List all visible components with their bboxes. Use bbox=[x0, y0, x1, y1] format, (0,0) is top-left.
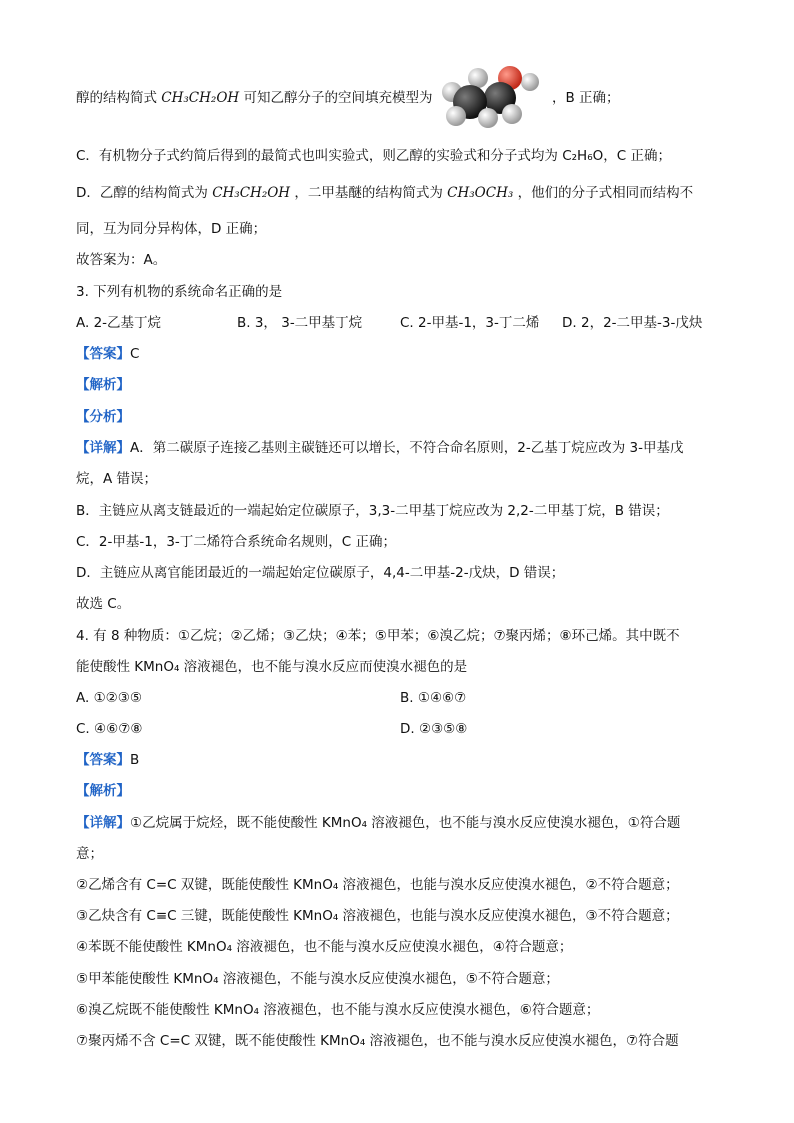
text: 同，互为同分异构体，D 正确； bbox=[76, 221, 267, 237]
question-stem: 4. 有 8 种物质：①乙烷；②乙烯；③乙炔；④苯；⑤甲苯；⑥溴乙烷；⑦聚丙烯；⑧环己烯。其中既不 bbox=[76, 628, 680, 644]
text: D．乙醇的结构简式为 bbox=[76, 185, 208, 201]
text: 可知乙醇分子的空间填充模型为 bbox=[243, 90, 433, 106]
text: ，B 正确； bbox=[552, 90, 620, 106]
text: ②乙烯含有 C=C 双键，既能使酸性 KMnO₄ 溶液褪色，也能与溴水反应使溴水褪色，②不符合题意； bbox=[76, 877, 679, 893]
text: 故答案为：A。 bbox=[76, 252, 167, 268]
ethanol-formula: CH₃CH₂OH bbox=[161, 90, 240, 106]
answer-label: 【答案】 bbox=[76, 752, 130, 768]
text: ⑤甲苯能使酸性 KMnO₄ 溶液褪色，不能与溴水反应使溴水褪色，⑤不符合题意； bbox=[76, 971, 559, 987]
option-a: A. ①②③⑤ bbox=[76, 690, 142, 706]
option-a: A. 2-乙基丁烷 bbox=[76, 315, 162, 331]
text: C．有机物分子式约简后得到的最简式也叫实验式，则乙醇的实验式和分子式均为 C₂H₆O，C 正确； bbox=[76, 148, 671, 164]
hydrogen-atom bbox=[521, 73, 539, 91]
hydrogen-atom bbox=[502, 104, 522, 124]
ethanol-formula: CH₃CH₂OH bbox=[212, 185, 291, 201]
text: 故选 C。 bbox=[76, 596, 131, 612]
hydrogen-atom bbox=[446, 106, 466, 126]
answer-line bbox=[76, 750, 139, 770]
option-c: C. 2-甲基-1，3-丁二烯 bbox=[400, 315, 540, 331]
text: ，他们的分子式相同而结构不 bbox=[517, 185, 694, 201]
option-d: D. 2，2-二甲基-3-戊炔 bbox=[562, 315, 703, 331]
hydrogen-atom bbox=[478, 108, 498, 128]
answer-value: C bbox=[130, 346, 140, 362]
option-c: C. ④⑥⑦⑧ bbox=[76, 721, 143, 737]
text: C．2-甲基-1，3-丁二烯符合系统命名规则，C 正确； bbox=[76, 534, 397, 550]
text: 意； bbox=[76, 846, 103, 862]
text: ，二甲基醚的结构简式为 bbox=[294, 185, 443, 201]
text: 醇的结构简式 bbox=[76, 90, 157, 106]
text: ⑦聚丙烯不含 C=C 双键，既不能使酸性 KMnO₄ 溶液褪色，也不能与溴水反应使溴水褪色，⑦符合题 bbox=[76, 1033, 679, 1049]
ethanol-space-filling-model bbox=[440, 64, 550, 130]
question-stem: 能使酸性 KMnO₄ 溶液褪色，也不能与溴水反应而使溴水褪色的是 bbox=[76, 659, 468, 675]
detail-label: 【详解】 bbox=[76, 440, 130, 456]
option-b: B. 3， 3-二甲基丁烷 bbox=[237, 315, 363, 331]
text: 烷，A 错误； bbox=[76, 471, 158, 487]
ether-formula: CH₃OCH₃ bbox=[447, 185, 514, 201]
text: A．第二碳原子连接乙基则主碳链还可以增长，不符合命名原则，2-乙基丁烷应改为 3-甲基戊 bbox=[130, 440, 684, 456]
option-b: B. ①④⑥⑦ bbox=[400, 690, 467, 706]
answer-label: 【答案】 bbox=[76, 346, 130, 362]
text: B．主链应从离支链最近的一端起始定位碳原子，3,3-二甲基丁烷应改为 2,2-二甲基丁烷，B 错误； bbox=[76, 503, 669, 519]
detail-line bbox=[76, 438, 683, 458]
analysis-sub-label: 【分析】 bbox=[76, 409, 130, 425]
ethanol-model-line bbox=[76, 88, 432, 108]
ether-line bbox=[76, 183, 693, 203]
text: D．主链应从离官能团最近的一端起始定位碳原子，4,4-二甲基-2-戊炔，D 错误； bbox=[76, 565, 565, 581]
option-d: D. ②③⑤⑧ bbox=[400, 721, 468, 737]
text: ①乙烷属于烷烃，既不能使酸性 KMnO₄ 溶液褪色，也不能与溴水反应使溴水褪色，①符合题 bbox=[130, 815, 681, 831]
detail-label: 【详解】 bbox=[76, 815, 130, 831]
text: ⑥溴乙烷既不能使酸性 KMnO₄ 溶液褪色，也不能与溴水反应使溴水褪色，⑥符合题意； bbox=[76, 1002, 600, 1018]
answer-value: B bbox=[130, 752, 140, 768]
analysis-label: 【解析】 bbox=[76, 783, 130, 799]
answer-line bbox=[76, 344, 139, 364]
text: ④苯既不能使酸性 KMnO₄ 溶液褪色，也不能与溴水反应使溴水褪色，④符合题意； bbox=[76, 939, 573, 955]
analysis-label: 【解析】 bbox=[76, 377, 130, 393]
detail-line bbox=[76, 813, 680, 833]
question-stem: 3. 下列有机物的系统命名正确的是 bbox=[76, 284, 283, 300]
text: ③乙炔含有 C≡C 三键，既能使酸性 KMnO₄ 溶液褪色，也能与溴水反应使溴水褪色，③不符合题意； bbox=[76, 908, 679, 924]
hydrogen-atom bbox=[468, 68, 488, 88]
